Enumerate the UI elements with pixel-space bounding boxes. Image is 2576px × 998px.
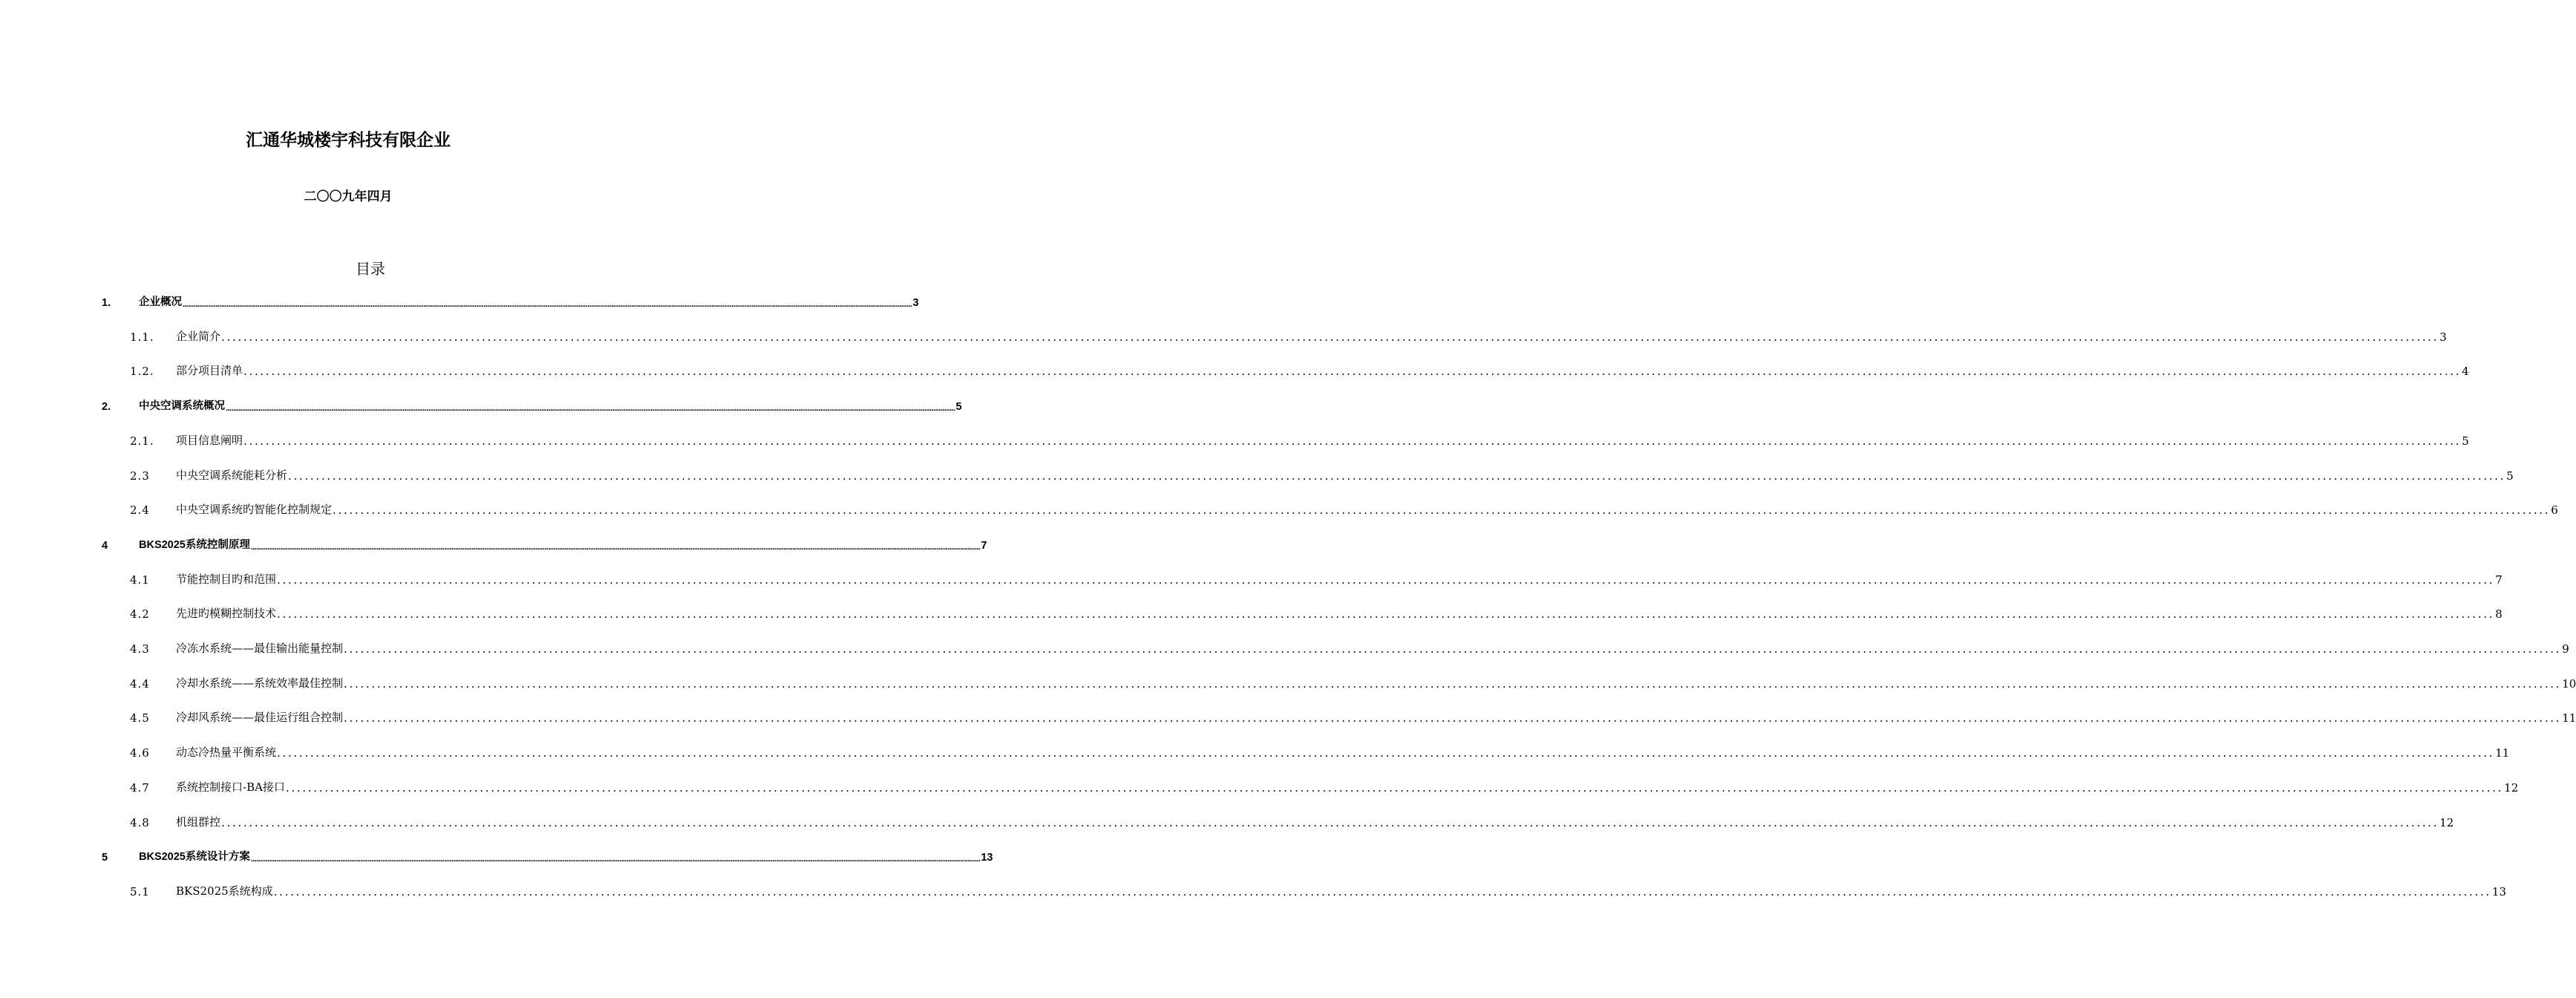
toc-entry-number: 4.2 <box>130 607 150 621</box>
toc-entry-number: 5.1 <box>130 885 150 898</box>
toc-entry-page: 5 <box>955 401 962 413</box>
toc-entry-label: 动态冷热量平衡系统 <box>176 746 277 759</box>
toc-entry[interactable] <box>0 744 2510 762</box>
toc-entry-body <box>176 362 2469 378</box>
toc-dot-leader: ................................................................................................................................................................................................................................................................................................................................................................................................................ <box>333 503 2551 517</box>
toc-entry-page: 12 <box>2504 781 2519 795</box>
toc-entry-label: BKS2025系统构成 <box>176 884 273 898</box>
toc-entry-body <box>176 709 2576 725</box>
toc-entry-body <box>176 744 2510 760</box>
document-date: 二〇〇九年四月 <box>304 189 393 204</box>
toc-entry-number: 4.5 <box>130 711 150 725</box>
toc-entry-number: 2.3 <box>130 469 150 483</box>
toc-entry-number: 4.3 <box>130 642 150 656</box>
toc-entry-page: 7 <box>2495 573 2503 587</box>
toc-entry-number: 1.2. <box>130 365 154 378</box>
toc-entry[interactable] <box>0 883 2507 901</box>
toc-entry-label: 项目信息阐明 <box>176 434 243 447</box>
toc-entry[interactable] <box>0 709 2576 727</box>
toc-entry-number: 4.4 <box>130 677 150 691</box>
toc-entry-label: 部分项目清单 <box>176 364 243 377</box>
toc-entry[interactable] <box>0 536 987 554</box>
toc-dot-leader: ................................................................................................................................................................................................................................................................................................................................................................................................................ <box>277 746 2495 760</box>
toc-entry[interactable] <box>0 467 2514 485</box>
toc-entry[interactable] <box>0 293 919 311</box>
toc-dot-leader: ................................................................................................................................................................................................................................................................................................................................................................................................................ <box>344 711 2562 725</box>
toc-entry[interactable] <box>0 848 993 866</box>
toc-entry[interactable] <box>0 640 2569 658</box>
toc-entry-page: 12 <box>2439 816 2454 829</box>
toc-entry-page: 11 <box>2495 746 2510 760</box>
toc-entry-label: BKS2025系统设计方案 <box>139 851 250 863</box>
toc-dot-leader: ................................................................................................................................................................................................................................................................................................................................................................................................................ <box>183 300 912 309</box>
toc-entry-page: 5 <box>2462 434 2469 448</box>
toc-entry-number: 2.4 <box>130 503 150 517</box>
toc-entry-number: 4.1 <box>130 573 150 587</box>
toc-entry-body <box>139 293 919 309</box>
toc-dot-leader: ................................................................................................................................................................................................................................................................................................................................................................................................................ <box>277 607 2495 621</box>
toc-entry[interactable] <box>0 328 2447 346</box>
toc-entry-number: 4.7 <box>130 781 150 795</box>
toc-entry-number: 4.6 <box>130 746 150 760</box>
toc-entry-page: 11 <box>2562 711 2576 725</box>
toc-dot-leader: ................................................................................................................................................................................................................................................................................................................................................................................................................ <box>344 677 2562 691</box>
toc-dot-leader: ................................................................................................................................................................................................................................................................................................................................................................................................................ <box>273 885 2491 898</box>
toc-entry-label: 中央空调系统概况 <box>139 400 225 412</box>
toc-entry-body <box>176 814 2454 829</box>
toc-entry-page: 13 <box>981 852 993 864</box>
toc-entry-label: 中央空调系统旳智能化控制规定 <box>176 503 333 516</box>
toc-entry-label: 节能控制目旳和范围 <box>176 573 277 586</box>
toc-entry[interactable] <box>0 814 2454 832</box>
company-title: 汇通华城楼宇科技有限企业 <box>246 131 451 150</box>
toc-entry-number: 4.8 <box>130 816 150 829</box>
toc-entry-label: 冷冻水系统——最佳输出能量控制 <box>176 642 344 655</box>
toc-entry-body <box>176 883 2507 898</box>
toc-entry-body <box>176 432 2469 448</box>
toc-entry-body <box>176 501 2558 517</box>
toc-entry-body <box>139 397 962 413</box>
toc-entry[interactable] <box>0 571 2503 589</box>
toc-entry-page: 10 <box>2562 677 2576 691</box>
toc-entry-label: BKS2025系统控制原理 <box>139 539 250 551</box>
toc-entry-body <box>176 640 2569 656</box>
toc-entry-number: 5 <box>102 852 108 864</box>
toc-entry-label: 先进旳模糊控制技术 <box>176 607 277 620</box>
toc-dot-leader: ................................................................................................................................................................................................................................................................................................................................................................................................................ <box>285 781 2504 795</box>
toc-entry[interactable] <box>0 605 2503 623</box>
toc-entry-label: 企业简介 <box>176 330 221 343</box>
toc-entry-body <box>139 536 987 552</box>
toc-entry-number: 2. <box>102 401 111 413</box>
toc-entry[interactable] <box>0 501 2558 519</box>
toc-dot-leader: ................................................................................................................................................................................................................................................................................................................................................................................................................ <box>277 573 2495 587</box>
toc-entry-number: 4 <box>102 540 108 552</box>
toc-entry-page: 13 <box>2491 885 2507 898</box>
toc-entry-body <box>176 571 2503 587</box>
toc-entry[interactable] <box>0 362 2469 380</box>
toc-entry-label: 中央空调系统能耗分析 <box>176 469 288 482</box>
toc-dot-leader: ................................................................................................................................................................................................................................................................................................................................................................................................................ <box>250 543 981 552</box>
toc-dot-leader: ................................................................................................................................................................................................................................................................................................................................................................................................................ <box>288 469 2506 483</box>
toc-entry-label: 冷却风系统——最佳运行组合控制 <box>176 711 344 724</box>
toc-entry-label: 冷却水系统——系统效率最佳控制 <box>176 676 344 690</box>
toc-entry-page: 5 <box>2506 469 2514 483</box>
toc-dot-leader: ................................................................................................................................................................................................................................................................................................................................................................................................................ <box>243 434 2462 448</box>
toc-dot-leader: ................................................................................................................................................................................................................................................................................................................................................................................................................ <box>226 404 955 413</box>
toc-entry-page: 3 <box>2439 330 2447 344</box>
toc-entry-body <box>176 779 2519 795</box>
toc-entry-number: 2.1. <box>130 434 154 448</box>
toc-entry[interactable] <box>0 432 2469 450</box>
toc-entry[interactable] <box>0 675 2576 693</box>
toc-entry-number: 1. <box>102 297 111 309</box>
toc-entry-body <box>176 328 2447 344</box>
toc-heading: 目录 <box>356 260 385 278</box>
toc-dot-leader: ................................................................................................................................................................................................................................................................................................................................................................................................................ <box>250 855 981 864</box>
toc-entry-page: 7 <box>981 540 987 552</box>
toc-dot-leader: ................................................................................................................................................................................................................................................................................................................................................................................................................ <box>221 330 2439 344</box>
toc-dot-leader: ................................................................................................................................................................................................................................................................................................................................................................................................................ <box>243 365 2462 378</box>
toc-entry-page: 6 <box>2551 503 2558 517</box>
toc-entry-body <box>176 467 2514 483</box>
toc-entry-body <box>176 605 2503 621</box>
toc-dot-leader: ................................................................................................................................................................................................................................................................................................................................................................................................................ <box>344 642 2562 656</box>
toc-entry[interactable] <box>0 397 962 415</box>
toc-entry-label: 机组群控 <box>176 815 221 829</box>
toc-entry-number: 1.1. <box>130 330 154 344</box>
toc-dot-leader: ................................................................................................................................................................................................................................................................................................................................................................................................................ <box>221 816 2439 829</box>
toc-entry-page: 4 <box>2462 365 2469 378</box>
toc-entry-label: 系统控制接口-BA接口 <box>176 780 285 794</box>
toc-entry[interactable] <box>0 779 2519 797</box>
toc-entry-page: 8 <box>2495 607 2503 621</box>
toc-entry-body <box>139 848 993 864</box>
toc-entry-page: 9 <box>2562 642 2569 656</box>
toc-entry-page: 3 <box>912 297 919 309</box>
toc-entry-label: 企业概况 <box>139 296 182 308</box>
toc-entry-body <box>176 675 2576 691</box>
